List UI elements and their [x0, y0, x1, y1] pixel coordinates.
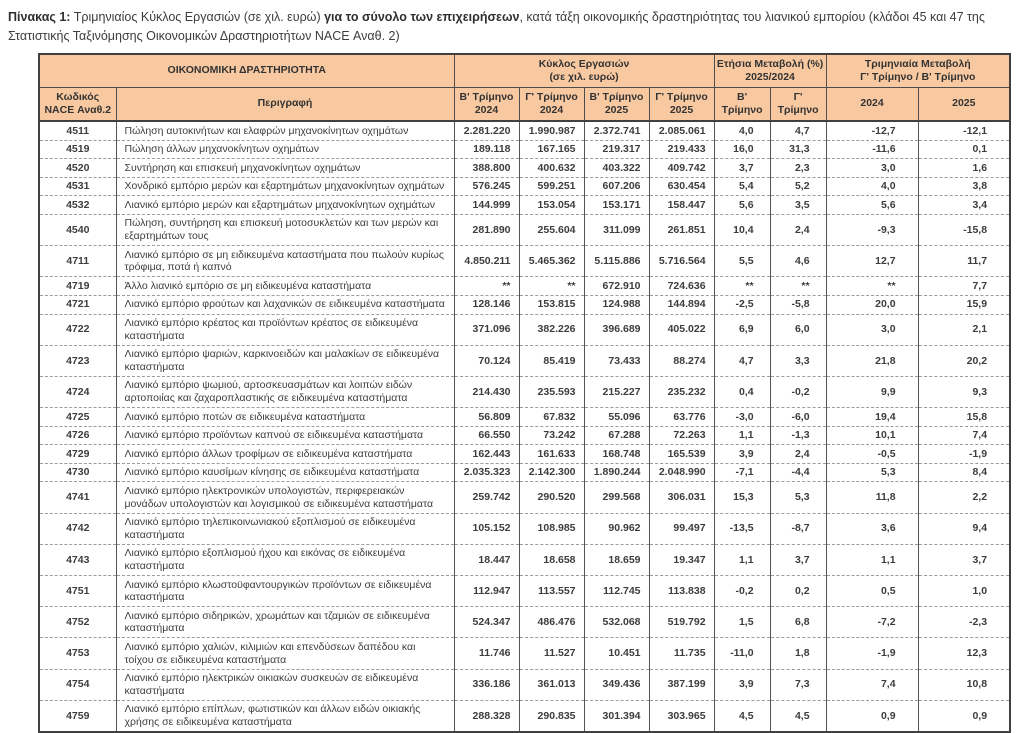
activity-description-cell: Λιανικό εμπόριο ποτών σε ειδικευμένα καταστήματα — [116, 408, 454, 427]
quarterly-change-2025-cell: 2,1 — [918, 314, 1010, 345]
nace-code-cell: 4730 — [39, 463, 116, 482]
header-turnover-group — [454, 54, 714, 88]
header-economic-activity: ΟΙΚΟΝΟΜΙΚΗ ΔΡΑΣΤΗΡΙΟΤΗΤΑ — [39, 54, 454, 88]
turnover-q3-2024-cell: 486.476 — [519, 607, 584, 638]
quarterly-change-2025-cell: -2,3 — [918, 607, 1010, 638]
turnover-q3-2025-cell: 5.716.564 — [649, 246, 714, 277]
turnover-q3-2025-cell: 113.838 — [649, 576, 714, 607]
table-row — [39, 445, 1010, 464]
header-annual-change-group — [714, 54, 826, 88]
turnover-q2-2024-cell: 105.152 — [454, 513, 519, 544]
turnover-q2-2024-cell: 11.746 — [454, 638, 519, 669]
nace-turnover-table — [38, 53, 1011, 733]
nace-code-cell: 4722 — [39, 314, 116, 345]
turnover-q2-2024-cell: 112.947 — [454, 576, 519, 607]
quarterly-change-2024-cell: -0,5 — [826, 445, 918, 464]
turnover-q3-2025-cell: 144.894 — [649, 295, 714, 314]
quarterly-change-2025-cell: 11,7 — [918, 246, 1010, 277]
annual-change-q2-cell: -2,5 — [714, 295, 770, 314]
annual-change-q3-cell: -6,0 — [770, 408, 826, 427]
activity-description-cell: Λιανικό εμπόριο καυσίμων κίνησης σε ειδικευμένα καταστήματα — [116, 463, 454, 482]
quarterly-change-2024-cell: 3,6 — [826, 513, 918, 544]
nace-code-cell: 4711 — [39, 246, 116, 277]
table-row — [39, 277, 1010, 296]
activity-description-cell: Λιανικό εμπόριο σε μη ειδικευμένα καταστήματα που πωλούν κυρίως τρόφιμα, ποτά ή καπνό — [116, 246, 454, 277]
turnover-q3-2024-cell: 167.165 — [519, 140, 584, 159]
table-caption — [8, 8, 1012, 46]
turnover-q2-2025-cell: 112.745 — [584, 576, 649, 607]
nace-code-cell: 4725 — [39, 408, 116, 427]
quarterly-change-2024-cell: 7,4 — [826, 669, 918, 700]
activity-description-cell: Λιανικό εμπόριο ψωμιού, αρτοσκευασμάτων και λοιπών ειδών αρτοποιίας και ζαχαροπλαστικής σε ειδικευμένα καταστήματα — [116, 376, 454, 407]
turnover-q2-2025-cell: 5.115.886 — [584, 246, 649, 277]
quarterly-change-2025-cell: 15,9 — [918, 295, 1010, 314]
annual-change-q2-cell: 0,4 — [714, 376, 770, 407]
turnover-q2-2024-cell: 2.035.323 — [454, 463, 519, 482]
turnover-q3-2025-cell: 235.232 — [649, 376, 714, 407]
nace-code-cell: 4752 — [39, 607, 116, 638]
turnover-q2-2024-cell: 128.146 — [454, 295, 519, 314]
annual-change-q3-cell: -0,2 — [770, 376, 826, 407]
quarterly-change-2024-cell: 1,1 — [826, 544, 918, 575]
turnover-q3-2024-cell: 290.835 — [519, 700, 584, 732]
turnover-q3-2025-cell: 306.031 — [649, 482, 714, 513]
header-annual-q2: Β' Τρίμηνο — [714, 87, 770, 121]
turnover-q2-2025-cell: 18.659 — [584, 544, 649, 575]
turnover-q2-2025-cell: 168.748 — [584, 445, 649, 464]
header-annual-q3: Γ' Τρίμηνο — [770, 87, 826, 121]
turnover-q3-2024-cell: 361.013 — [519, 669, 584, 700]
annual-change-q3-cell: 2,3 — [770, 159, 826, 178]
quarterly-change-2025-cell: 7,7 — [918, 277, 1010, 296]
quarterly-change-2024-cell: -11,6 — [826, 140, 918, 159]
turnover-q3-2025-cell: 19.347 — [649, 544, 714, 575]
turnover-q2-2025-cell: 153.171 — [584, 196, 649, 215]
annual-change-q3-cell: 2,4 — [770, 445, 826, 464]
activity-description-cell: Λιανικό εμπόριο εξοπλισμού ήχου και εικόνας σε ειδικευμένα καταστήματα — [116, 544, 454, 575]
quarterly-change-2024-cell: 19,4 — [826, 408, 918, 427]
nace-code-cell: 4511 — [39, 121, 116, 140]
turnover-q3-2025-cell: 63.776 — [649, 408, 714, 427]
turnover-q3-2024-cell: 113.557 — [519, 576, 584, 607]
activity-description-cell: Πώληση αυτοκινήτων και ελαφρών μηχανοκίνητων οχημάτων — [116, 121, 454, 140]
table-row — [39, 121, 1010, 140]
quarterly-change-2025-cell: 3,8 — [918, 177, 1010, 196]
annual-change-q3-cell: 6,0 — [770, 314, 826, 345]
table-caption-emphasis: για το σύνολο των επιχειρήσεων — [324, 10, 520, 24]
turnover-q3-2024-cell: 599.251 — [519, 177, 584, 196]
turnover-q2-2024-cell: 288.328 — [454, 700, 519, 732]
header-turnover-q2-2024: Β' Τρίμηνο 2024 — [454, 87, 519, 121]
annual-change-q3-cell: 1,8 — [770, 638, 826, 669]
quarterly-change-2024-cell: 5,6 — [826, 196, 918, 215]
turnover-q3-2025-cell: 724.636 — [649, 277, 714, 296]
turnover-q2-2024-cell: 336.186 — [454, 669, 519, 700]
quarterly-change-2024-cell: 5,3 — [826, 463, 918, 482]
nace-code-cell: 4726 — [39, 426, 116, 445]
turnover-q3-2025-cell: 2.085.061 — [649, 121, 714, 140]
nace-code-cell: 4519 — [39, 140, 116, 159]
turnover-q2-2024-cell: 144.999 — [454, 196, 519, 215]
table-row — [39, 669, 1010, 700]
activity-description-cell: Πώληση άλλων μηχανοκίνητων οχημάτων — [116, 140, 454, 159]
activity-description-cell: Χονδρικό εμπόριο μερών και εξαρτημάτων μηχανοκίνητων οχημάτων — [116, 177, 454, 196]
nace-code-cell: 4751 — [39, 576, 116, 607]
turnover-q2-2025-cell: 403.322 — [584, 159, 649, 178]
activity-description-cell: Λιανικό εμπόριο άλλων τροφίμων σε ειδικευμένα καταστήματα — [116, 445, 454, 464]
quarterly-change-2025-cell: -12,1 — [918, 121, 1010, 140]
turnover-q3-2024-cell: 11.527 — [519, 638, 584, 669]
table-row — [39, 314, 1010, 345]
annual-change-q2-cell: 5,4 — [714, 177, 770, 196]
annual-change-q2-cell: 3,7 — [714, 159, 770, 178]
turnover-q2-2025-cell: 396.689 — [584, 314, 649, 345]
nace-code-cell: 4724 — [39, 376, 116, 407]
turnover-q3-2025-cell: 261.851 — [649, 214, 714, 245]
quarterly-change-2025-cell: 1,0 — [918, 576, 1010, 607]
turnover-q2-2025-cell: 124.988 — [584, 295, 649, 314]
table-row — [39, 544, 1010, 575]
turnover-q3-2025-cell: 99.497 — [649, 513, 714, 544]
quarterly-change-2025-cell: 0,1 — [918, 140, 1010, 159]
annual-change-q3-cell: 31,3 — [770, 140, 826, 159]
annual-change-q3-cell: 3,5 — [770, 196, 826, 215]
table-row — [39, 214, 1010, 245]
activity-description-cell: Λιανικό εμπόριο μερών και εξαρτημάτων μηχανοκίνητων οχημάτων — [116, 196, 454, 215]
turnover-q3-2024-cell: 108.985 — [519, 513, 584, 544]
activity-description-cell: Άλλο λιανικό εμπόριο σε μη ειδικευμένα καταστήματα — [116, 277, 454, 296]
turnover-q3-2024-cell: 255.604 — [519, 214, 584, 245]
header-turnover-q3-2025: Γ' Τρίμηνο 2025 — [649, 87, 714, 121]
turnover-q2-2024-cell: 56.809 — [454, 408, 519, 427]
annual-change-q3-cell: -5,8 — [770, 295, 826, 314]
nace-code-cell: 4532 — [39, 196, 116, 215]
turnover-q3-2024-cell: 67.832 — [519, 408, 584, 427]
quarterly-change-2025-cell: 10,8 — [918, 669, 1010, 700]
turnover-q2-2024-cell: 18.447 — [454, 544, 519, 575]
annual-change-q3-cell: -1,3 — [770, 426, 826, 445]
turnover-q2-2025-cell: 311.099 — [584, 214, 649, 245]
table-row — [39, 159, 1010, 178]
annual-change-q3-cell: 0,2 — [770, 576, 826, 607]
activity-description-cell: Συντήρηση και επισκευή μηχανοκίνητων οχημάτων — [116, 159, 454, 178]
quarterly-change-2024-cell: 12,7 — [826, 246, 918, 277]
quarterly-change-2025-cell: 9,3 — [918, 376, 1010, 407]
turnover-q2-2024-cell: 214.430 — [454, 376, 519, 407]
turnover-q2-2024-cell: 189.118 — [454, 140, 519, 159]
activity-description-cell: Λιανικό εμπόριο κρέατος και προϊόντων κρέατος σε ειδικευμένα καταστήματα — [116, 314, 454, 345]
header-description: Περιγραφή — [116, 87, 454, 121]
header-turnover-line1: Κύκλος Εργασιών — [538, 57, 630, 70]
nace-code-cell: 4753 — [39, 638, 116, 669]
header-quarterly-line2: Γ' Τρίμηνο / Β' Τρίμηνο — [860, 70, 976, 83]
quarterly-change-2025-cell: 20,2 — [918, 345, 1010, 376]
annual-change-q3-cell: 6,8 — [770, 607, 826, 638]
nace-code-cell: 4741 — [39, 482, 116, 513]
table-row — [39, 700, 1010, 732]
turnover-q2-2025-cell: 55.096 — [584, 408, 649, 427]
quarterly-change-2024-cell: -12,7 — [826, 121, 918, 140]
turnover-q3-2024-cell: 290.520 — [519, 482, 584, 513]
turnover-q2-2025-cell: 90.962 — [584, 513, 649, 544]
turnover-q3-2024-cell: 400.632 — [519, 159, 584, 178]
turnover-q3-2025-cell: 387.199 — [649, 669, 714, 700]
turnover-q2-2025-cell: 73.433 — [584, 345, 649, 376]
annual-change-q2-cell: 4,0 — [714, 121, 770, 140]
quarterly-change-2024-cell: -7,2 — [826, 607, 918, 638]
activity-description-cell: Λιανικό εμπόριο προϊόντων καπνού σε ειδικευμένα καταστήματα — [116, 426, 454, 445]
turnover-q2-2025-cell: 299.568 — [584, 482, 649, 513]
annual-change-q2-cell: 3,9 — [714, 445, 770, 464]
annual-change-q3-cell: -8,7 — [770, 513, 826, 544]
activity-description-cell: Λιανικό εμπόριο επίπλων, φωτιστικών και άλλων ειδών οικιακής χρήσης σε ειδικευμένα καταστήματα — [116, 700, 454, 732]
annual-change-q2-cell: 1,1 — [714, 426, 770, 445]
turnover-q2-2024-cell: 524.347 — [454, 607, 519, 638]
turnover-q3-2024-cell: 18.658 — [519, 544, 584, 575]
table-row — [39, 408, 1010, 427]
quarterly-change-2025-cell: 8,4 — [918, 463, 1010, 482]
header-turnover-line2: (σε χιλ. ευρώ) — [549, 70, 619, 83]
header-quarterly-2025: 2025 — [918, 87, 1010, 121]
turnover-q2-2025-cell: 219.317 — [584, 140, 649, 159]
turnover-q3-2024-cell: 2.142.300 — [519, 463, 584, 482]
table-row — [39, 177, 1010, 196]
activity-description-cell: Λιανικό εμπόριο ηλεκτρικών οικιακών συσκευών σε ειδικευμένα καταστήματα — [116, 669, 454, 700]
annual-change-q3-cell: ** — [770, 277, 826, 296]
annual-change-q2-cell: 15,3 — [714, 482, 770, 513]
annual-change-q2-cell: -11,0 — [714, 638, 770, 669]
turnover-q3-2025-cell: 158.447 — [649, 196, 714, 215]
nace-code-cell: 4729 — [39, 445, 116, 464]
turnover-q2-2025-cell: 10.451 — [584, 638, 649, 669]
activity-description-cell: Λιανικό εμπόριο σιδηρικών, χρωμάτων και τζαμιών σε ειδικευμένα καταστήματα — [116, 607, 454, 638]
quarterly-change-2024-cell: 3,0 — [826, 314, 918, 345]
header-nace-code — [39, 87, 116, 121]
turnover-q3-2025-cell: 2.048.990 — [649, 463, 714, 482]
turnover-q3-2025-cell: 11.735 — [649, 638, 714, 669]
annual-change-q3-cell: 3,7 — [770, 544, 826, 575]
turnover-q2-2024-cell: 4.850.211 — [454, 246, 519, 277]
turnover-q3-2024-cell: 235.593 — [519, 376, 584, 407]
activity-description-cell: Λιανικό εμπόριο χαλιών, κιλιμιών και επενδύσεων δαπέδου και τοίχου σε ειδικευμένα καταστήματα — [116, 638, 454, 669]
table-row — [39, 295, 1010, 314]
header-turnover-q3-2024: Γ' Τρίμηνο 2024 — [519, 87, 584, 121]
turnover-q3-2024-cell: 5.465.362 — [519, 246, 584, 277]
activity-description-cell: Λιανικό εμπόριο κλωστοϋφαντουργικών προϊόντων σε ειδικευμένα καταστήματα — [116, 576, 454, 607]
turnover-q2-2025-cell: 301.394 — [584, 700, 649, 732]
quarterly-change-2025-cell: 1,6 — [918, 159, 1010, 178]
activity-description-cell: Λιανικό εμπόριο τηλεπικοινωνιακού εξοπλισμού σε ειδικευμένα καταστήματα — [116, 513, 454, 544]
turnover-q2-2025-cell: 215.227 — [584, 376, 649, 407]
quarterly-change-2025-cell: 3,4 — [918, 196, 1010, 215]
turnover-q2-2024-cell: 576.245 — [454, 177, 519, 196]
quarterly-change-2024-cell: -9,3 — [826, 214, 918, 245]
quarterly-change-2024-cell: 11,8 — [826, 482, 918, 513]
table-row — [39, 607, 1010, 638]
annual-change-q3-cell: 4,7 — [770, 121, 826, 140]
table-row — [39, 576, 1010, 607]
nace-code-cell: 4721 — [39, 295, 116, 314]
turnover-q3-2025-cell: 630.454 — [649, 177, 714, 196]
turnover-q2-2025-cell: 672.910 — [584, 277, 649, 296]
quarterly-change-2024-cell: 4,0 — [826, 177, 918, 196]
quarterly-change-2024-cell: 9,9 — [826, 376, 918, 407]
table-row — [39, 513, 1010, 544]
header-nace-code-line1: Κωδικός — [56, 90, 100, 103]
header-quarterly-2024: 2024 — [826, 87, 918, 121]
annual-change-q3-cell: 5,2 — [770, 177, 826, 196]
table-row — [39, 246, 1010, 277]
table-body — [39, 121, 1010, 732]
table-row — [39, 482, 1010, 513]
quarterly-change-2025-cell: -15,8 — [918, 214, 1010, 245]
header-nace-code-line2: NACE Αναθ.2 — [44, 103, 112, 116]
annual-change-q2-cell: 10,4 — [714, 214, 770, 245]
nace-code-cell: 4719 — [39, 277, 116, 296]
turnover-q2-2025-cell: 532.068 — [584, 607, 649, 638]
table-row — [39, 426, 1010, 445]
annual-change-q3-cell: 2,4 — [770, 214, 826, 245]
annual-change-q3-cell: -4,4 — [770, 463, 826, 482]
nace-code-cell: 4759 — [39, 700, 116, 732]
annual-change-q3-cell: 4,6 — [770, 246, 826, 277]
turnover-q3-2024-cell: 73.242 — [519, 426, 584, 445]
turnover-q3-2025-cell: 519.792 — [649, 607, 714, 638]
quarterly-change-2025-cell: 9,4 — [918, 513, 1010, 544]
quarterly-change-2025-cell: -1,9 — [918, 445, 1010, 464]
turnover-q2-2024-cell: 388.800 — [454, 159, 519, 178]
quarterly-change-2025-cell: 2,2 — [918, 482, 1010, 513]
turnover-q3-2025-cell: 405.022 — [649, 314, 714, 345]
annual-change-q2-cell: 6,9 — [714, 314, 770, 345]
header-quarterly-change-group — [826, 54, 1010, 88]
quarterly-change-2024-cell: 0,5 — [826, 576, 918, 607]
annual-change-q3-cell: 3,3 — [770, 345, 826, 376]
annual-change-q2-cell: 16,0 — [714, 140, 770, 159]
annual-change-q2-cell: 5,6 — [714, 196, 770, 215]
annual-change-q2-cell: -3,0 — [714, 408, 770, 427]
table-row — [39, 196, 1010, 215]
annual-change-q2-cell: 5,5 — [714, 246, 770, 277]
turnover-q3-2024-cell: 153.815 — [519, 295, 584, 314]
table-row — [39, 140, 1010, 159]
table-row — [39, 376, 1010, 407]
nace-code-cell: 4754 — [39, 669, 116, 700]
header-annual-line1: Ετήσια Μεταβολή (%) — [716, 57, 824, 70]
quarterly-change-2024-cell: 20,0 — [826, 295, 918, 314]
annual-change-q2-cell: -0,2 — [714, 576, 770, 607]
header-annual-line2: 2025/2024 — [745, 70, 795, 83]
nace-code-cell: 4742 — [39, 513, 116, 544]
quarterly-change-2025-cell: 0,9 — [918, 700, 1010, 732]
activity-description-cell: Λιανικό εμπόριο ψαριών, καρκινοειδών και μαλακίων σε ειδικευμένα καταστήματα — [116, 345, 454, 376]
nace-code-cell: 4520 — [39, 159, 116, 178]
nace-code-cell: 4723 — [39, 345, 116, 376]
turnover-q3-2024-cell: 161.633 — [519, 445, 584, 464]
quarterly-change-2024-cell: 21,8 — [826, 345, 918, 376]
turnover-q2-2024-cell: 162.443 — [454, 445, 519, 464]
turnover-q3-2025-cell: 88.274 — [649, 345, 714, 376]
annual-change-q2-cell: 4,7 — [714, 345, 770, 376]
table-caption-number: Πίνακας 1: — [8, 10, 71, 24]
table-row — [39, 638, 1010, 669]
turnover-q3-2024-cell: ** — [519, 277, 584, 296]
quarterly-change-2024-cell: ** — [826, 277, 918, 296]
quarterly-change-2024-cell: 10,1 — [826, 426, 918, 445]
activity-description-cell: Λιανικό εμπόριο ηλεκτρονικών υπολογιστών, περιφερειακών μονάδων υπολογιστών και λογισμικού σε ειδικευμένα καταστήματα — [116, 482, 454, 513]
quarterly-change-2025-cell: 12,3 — [918, 638, 1010, 669]
turnover-q3-2024-cell: 382.226 — [519, 314, 584, 345]
nace-code-cell: 4743 — [39, 544, 116, 575]
turnover-q3-2025-cell: 219.433 — [649, 140, 714, 159]
table-caption-text-1: Τριμηνιαίος Κύκλος Εργασιών (σε χιλ. ευρώ) — [70, 10, 325, 24]
header-quarterly-line1: Τριμηνιαία Μεταβολή — [864, 57, 971, 70]
quarterly-change-2025-cell: 3,7 — [918, 544, 1010, 575]
turnover-q3-2024-cell: 1.990.987 — [519, 121, 584, 140]
annual-change-q2-cell: -7,1 — [714, 463, 770, 482]
header-turnover-q2-2025: Β' Τρίμηνο 2025 — [584, 87, 649, 121]
turnover-q2-2025-cell: 2.372.741 — [584, 121, 649, 140]
activity-description-cell: Πώληση, συντήρηση και επισκευή μοτοσυκλετών και των μερών και εξαρτημάτων τους — [116, 214, 454, 245]
turnover-q2-2024-cell: 259.742 — [454, 482, 519, 513]
turnover-q2-2024-cell: 371.096 — [454, 314, 519, 345]
annual-change-q3-cell: 4,5 — [770, 700, 826, 732]
turnover-q2-2025-cell: 67.288 — [584, 426, 649, 445]
activity-description-cell: Λιανικό εμπόριο φρούτων και λαχανικών σε ειδικευμένα καταστήματα — [116, 295, 454, 314]
annual-change-q2-cell: 4,5 — [714, 700, 770, 732]
turnover-q2-2025-cell: 349.436 — [584, 669, 649, 700]
turnover-q2-2024-cell: 2.281.220 — [454, 121, 519, 140]
nace-code-cell: 4540 — [39, 214, 116, 245]
turnover-q2-2025-cell: 607.206 — [584, 177, 649, 196]
quarterly-change-2024-cell: 3,0 — [826, 159, 918, 178]
turnover-q2-2024-cell: 66.550 — [454, 426, 519, 445]
quarterly-change-2025-cell: 7,4 — [918, 426, 1010, 445]
turnover-q3-2025-cell: 303.965 — [649, 700, 714, 732]
table-caption-text-2: , κατά τάξη οικονομικής δραστηριότητας του λιανικού εμπορίου (κλάδοι 45 και 47 της Στατιστικής Ταξινόμησης Οικονομικών Δραστηριοτήτων NACE Αναθ. 2) — [8, 10, 985, 43]
annual-change-q3-cell: 5,3 — [770, 482, 826, 513]
turnover-q3-2025-cell: 72.263 — [649, 426, 714, 445]
annual-change-q2-cell: 1,1 — [714, 544, 770, 575]
table-row — [39, 345, 1010, 376]
turnover-q2-2024-cell: 70.124 — [454, 345, 519, 376]
annual-change-q2-cell: ** — [714, 277, 770, 296]
turnover-q3-2025-cell: 165.539 — [649, 445, 714, 464]
annual-change-q2-cell: 3,9 — [714, 669, 770, 700]
quarterly-change-2024-cell: 0,9 — [826, 700, 918, 732]
turnover-q2-2025-cell: 1.890.244 — [584, 463, 649, 482]
quarterly-change-2025-cell: 15,8 — [918, 408, 1010, 427]
turnover-q3-2024-cell: 153.054 — [519, 196, 584, 215]
table-row — [39, 463, 1010, 482]
header-sub-row — [39, 87, 1010, 121]
header-group-row — [39, 54, 1010, 88]
turnover-q3-2024-cell: 85.419 — [519, 345, 584, 376]
nace-code-cell: 4531 — [39, 177, 116, 196]
turnover-q2-2024-cell: ** — [454, 277, 519, 296]
annual-change-q3-cell: 7,3 — [770, 669, 826, 700]
quarterly-change-2024-cell: -1,9 — [826, 638, 918, 669]
turnover-q2-2024-cell: 281.890 — [454, 214, 519, 245]
turnover-q3-2025-cell: 409.742 — [649, 159, 714, 178]
annual-change-q2-cell: 1,5 — [714, 607, 770, 638]
annual-change-q2-cell: -13,5 — [714, 513, 770, 544]
